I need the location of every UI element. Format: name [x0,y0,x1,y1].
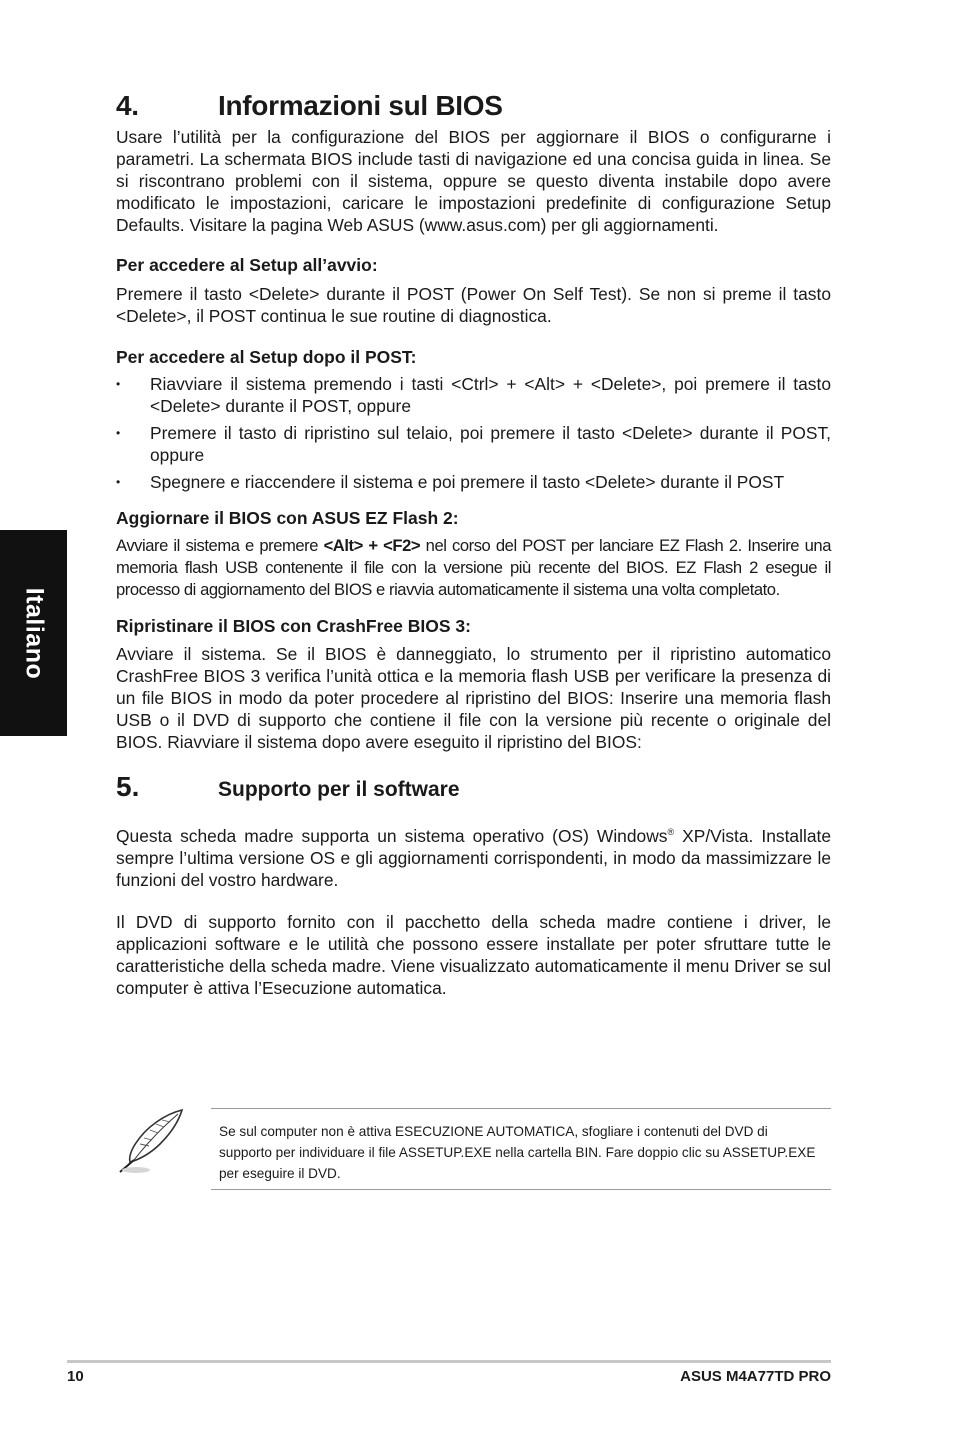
bios-intro-paragraph: Usare l’utilità per la configurazione del BIOS per aggiornare il BIOS o configurarne i parametri. La schermata BIOS include tasti di navigazione ed una concisa guida in linea. Se si riscontrano problemi con il sistema, oppure se questo diventa instabile dopo avere modificato le impostazioni, caricare le impostazioni predefinite di configurazione Setup Defaults. Visitare la pagina Web ASUS (www.asus.com) per gli aggiornamenti. [116,127,831,235]
software-paragraph-1: Questa scheda madre supporta un sistema operativo (OS) Windows® XP/Vista. Installate sempre l’ultima versione OS e gli aggiornamenti corrispondenti, in modo da massimizzare le funzioni del vostro hardware. [116,825,831,890]
note-text-box [211,1108,831,1190]
language-label: Italiano [20,587,49,679]
note-box [116,1108,831,1190]
list-item: • Premere il tasto di ripristino sul telaio, poi premere il tasto <Delete> durante il POST, oppure [116,423,831,465]
setup-boot-text: Premere il tasto <Delete> durante il POST (Power On Self Test). Se non si preme il tasto <Delete>, il POST continua le sue routine di diagnostica. [116,284,831,326]
registered-mark: ® [667,827,675,837]
software-paragraph-2: Il DVD di supporto fornito con il pacchetto della scheda madre contiene i driver, le applicazioni software e le utilità che possono essere installate per poter sfruttare tutte le caratteristiche della scheda madre. Viene visualizzato automaticamente il menu Driver se sul computer è attiva l’Esecuzione automatica. [116,911,831,998]
setup-after-post-list [116,373,831,493]
ezflash-heading: Aggiornare il BIOS con ASUS EZ Flash 2: [116,508,459,528]
list-item: • Spegnere e riaccendere il sistema e poi premere il tasto <Delete> durante il POST [116,472,785,492]
note-text: Se sul computer non è attiva ESECUZIONE AUTOMATICA, sfogliare i contenuti del DVD di supporto per individuare il file ASSETUP.EXE nella cartella BIN. Fare doppio clic su ASSETUP.EXE per eseguire il DVD. [219,1124,816,1181]
crashfree-text: Avviare il sistema. Se il BIOS è danneggiato, lo strumento per il ripristino automatico CrashFree BIOS 3 verifica l’unità ottica e la memoria flash USB per verificare la presenza di un file BIOS in modo da poter procedere al ripristino del BIOS: Inserire una memoria flash USB o il DVD di supporto che contiene il file con la versione più recente o originale del BIOS. Riavviare il sistema dopo avere eseguito il ripristino del BIOS: [116,644,831,752]
page-number: 10 [67,1368,84,1385]
crashfree-heading: Ripristinare il BIOS con CrashFree BIOS 3: [116,616,471,636]
footer-divider [67,1360,831,1363]
ezflash-keys: <Alt> + <F2> [323,536,421,555]
language-side-tab [0,530,67,736]
page-content [116,86,831,999]
feather-pen-icon [116,1108,186,1176]
list-item: • Riavviare il sistema premendo i tasti <Ctrl> + <Alt> + <Delete>, poi premere il tasto <Delete> durante il POST, oppure [116,374,831,416]
section-4-heading [116,86,831,126]
product-name: ASUS M4A77TD PRO [680,1368,831,1385]
bullet-icon: • [116,377,121,391]
section-5-heading [116,771,831,803]
section-title: Informazioni sul BIOS [218,90,503,121]
section-title: Supporto per il software [218,778,460,801]
setup-boot-heading: Per accedere al Setup all’avvio: [116,255,378,275]
bullet-icon: • [116,475,121,489]
section-number: 5. [116,771,140,802]
setup-after-post-heading: Per accedere al Setup dopo il POST: [116,347,417,367]
bullet-icon: • [116,426,121,440]
ezflash-text: Avviare il sistema e premere <Alt> + <F2> nel corso del POST per lanciare EZ Flash 2. Inserire una memoria flash USB contenente il file con la versione più recente del BIOS. EZ Flash 2 esegue il processo di aggiornamento del BIOS e riavvia automaticamente il sistema una volta completato. [116,536,831,599]
section-number: 4. [116,90,139,121]
